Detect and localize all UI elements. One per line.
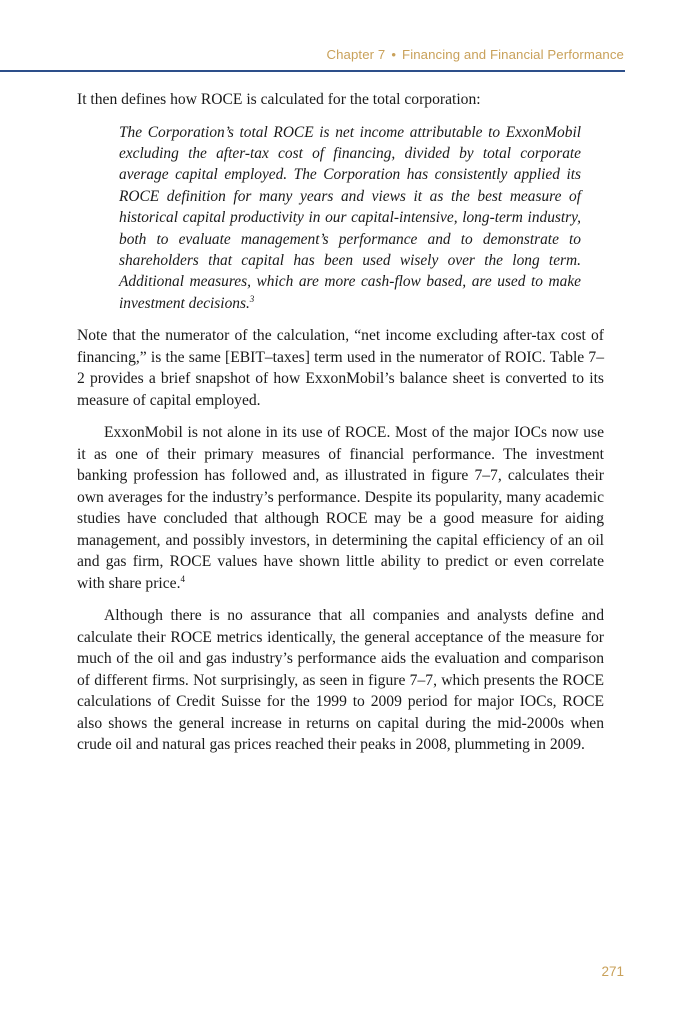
page-number: 271 <box>601 964 624 979</box>
footnote-ref-4: 4 <box>180 573 185 584</box>
chapter-label: Chapter 7 <box>326 47 386 62</box>
block-quote <box>119 122 581 315</box>
footnote-ref-3: 3 <box>249 293 255 304</box>
header-rule <box>0 70 625 72</box>
lead-paragraph: It then defines how ROCE is calculated for the total corporation: <box>77 91 481 108</box>
paragraph-numerator-note: Note that the numerator of the calculation, “net income excluding after-tax cost of financing,” is the same [EBIT–taxes] term used in the numerator of ROIC. Table 7–2 provides a brief snapshot of how ExxonMobil’s balance sheet is converted to its measure of capital employed. <box>77 327 604 409</box>
paragraph-roce-usage-text: ExxonMobil is not alone in its use of ROCE. Most of the major IOCs now use it as one of their primary measures of financial performance. The investment banking profession has followed and, as illustrated in figure 7–7, calculates their own averages for the industry’s performance. Despite its popularity, many academic studies have concluded that although ROCE may be a good measure for aiding management, and possibly investors, in determining the capital efficiency of an oil and gas firm, ROCE values have shown little ability to predict or even correlate with share price. <box>77 424 604 592</box>
paragraph-roce-acceptance: Although there is no assurance that all companies and analysts define and calculate their ROCE metrics identically, the general acceptance of the measure for much of the oil and gas industry’s performance aids the evaluation and comparison of different firms. Not surprisingly, as seen in figure 7–7, which presents the ROCE calculations of Credit Suisse for the 1999 to 2009 period for major IOCs, ROCE also shows the general increase in returns on capital during the mid-2000s when crude oil and natural gas prices reached their peaks in 2008, plummeting in 2009. <box>77 607 604 754</box>
paragraph-roce-usage <box>77 422 604 594</box>
running-head <box>327 47 625 62</box>
page-body <box>77 89 604 756</box>
chapter-title: Financing and Financial Performance <box>402 47 624 62</box>
block-quote-text: The Corporation’s total ROCE is net income attributable to ExxonMobil excluding the after-tax cost of financing, divided by total corporate average capital employed. The Corporation has consistently applied its ROCE definition for many years and views it as the best measure of historical capital productivity in our capital-intensive, long-term industry, both to evaluate management’s performance and to demonstrate to shareholders that capital has been used wisely over the long term. Additional measures, which are more cash-flow based, are used to make investment decisions. <box>119 123 581 312</box>
header-bullet: • <box>391 47 397 62</box>
